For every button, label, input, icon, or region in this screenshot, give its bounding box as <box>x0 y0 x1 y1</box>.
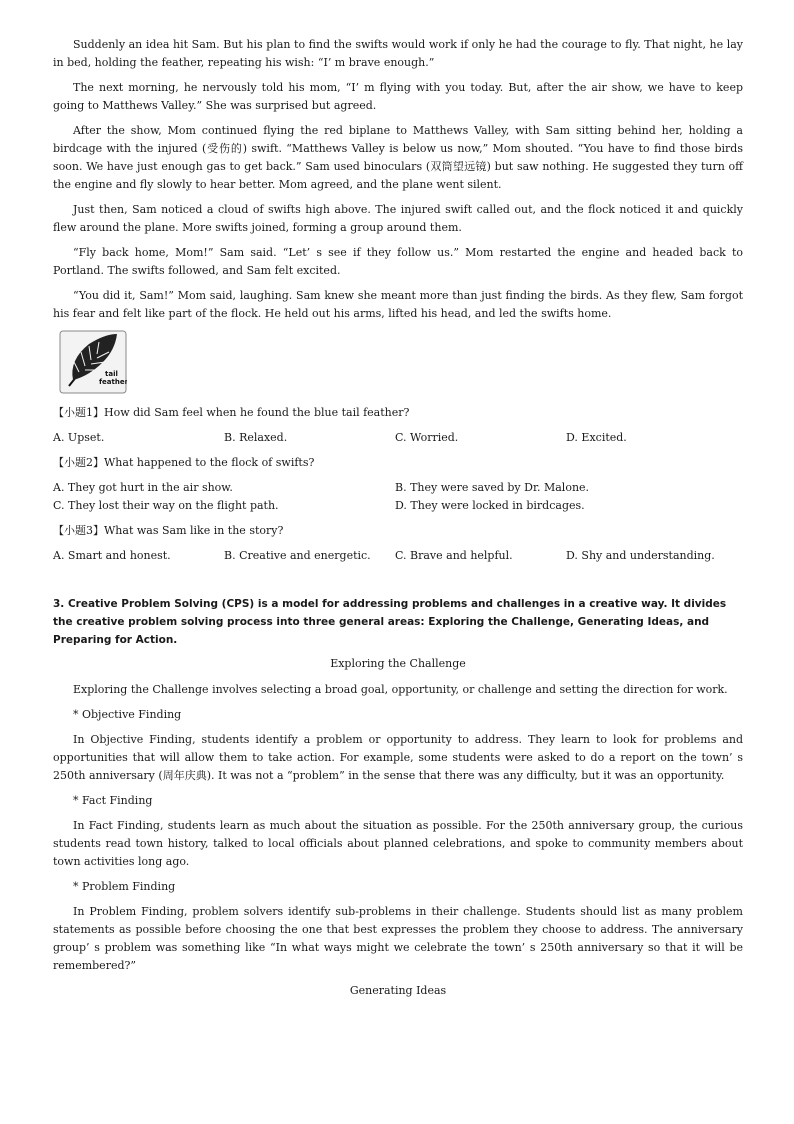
question-3-option-d: D. Shy and understanding. <box>566 549 715 562</box>
section-heading-exploring: Exploring the Challenge <box>330 657 466 670</box>
passage-3-intro: 3. Creative Problem Solving (CPS) is a model for addressing problems and challenges in a creative way. It divides the creative problem solving process into three general areas: Exploring the Challenge, Generating Ideas, and Preparing for Action. <box>53 598 727 646</box>
story-paragraph: Just then, Sam noticed a cloud of swifts high above. The injured swift called out, and the flock noticed it and quickly flew around the plane. More swifts joined, forming a group around them. <box>53 203 743 234</box>
question-2-prompt: 【小题2】What happened to the flock of swifts? <box>53 456 315 469</box>
question-3-option-c: C. Brave and helpful. <box>395 549 513 562</box>
passage-paragraph: In Fact Finding, students learn as much about the situation as possible. For the 250th anniversary group, the curious students read town history, talked to local officials about planned celebrations, and spoke to community members about town activities long ago. <box>53 819 743 868</box>
story-paragraph: The next morning, he nervously told his mom, “I’ m flying with you today. But, after the air show, we have to keep going to Matthews Valley.” She was surprised but agreed. <box>53 81 743 112</box>
question-3-options <box>53 547 743 565</box>
question-2-option-c: C. They lost their way on the flight path. <box>53 499 279 512</box>
question-1-option-a: A. Upset. <box>53 431 105 444</box>
passage-paragraph: In Problem Finding, problem solvers identify sub-problems in their challenge. Students should list as many problem statements as possible before choosing the one that best expresses the problem they choose to address. The anniversary group’ s problem was something like “In what ways might we celebrate the town’ s 250th anniversary so that it will be remembered?” <box>53 905 743 972</box>
question-3-option-b: B. Creative and energetic. <box>224 549 371 562</box>
question-1-prompt: 【小题1】How did Sam feel when he found the blue tail feather? <box>53 406 410 419</box>
story-paragraph: “You did it, Sam!” Mom said, laughing. Sam knew she meant more than just finding the birds. As they flew, Sam forgot his fear and felt like part of the flock. He held out his arms, lifted his head, and led the swifts home. <box>53 289 743 320</box>
section-heading-generating: Generating Ideas <box>349 984 447 997</box>
passage-paragraph: In Objective Finding, students identify a problem or opportunity to address. They learn to look for problems and opportunities that will allow them to take action. For example, some students were asked to do a report on the town’ s 250th anniversary (周年庆典). It was not a “problem” in the sense that there was any difficulty, but it was an opportunity. <box>53 733 743 782</box>
document-page <box>53 36 743 1008</box>
question-3-option-a: A. Smart and honest. <box>53 549 171 562</box>
question-1-option-d: D. Excited. <box>566 431 627 444</box>
question-2-options <box>53 479 743 515</box>
feather-label-tail: tail <box>105 370 118 378</box>
subheading-problem-finding: * Problem Finding <box>73 880 176 893</box>
question-1-options <box>53 429 743 447</box>
question-1-option-c: C. Worried. <box>395 431 459 444</box>
feather-illustration <box>59 330 127 394</box>
story-paragraph: “Fly back home, Mom!” Sam said. “Let’ s see if they follow us.” Mom restarted the engine and headed back to Portland. The swifts followed, and Sam felt excited. <box>53 246 743 277</box>
question-3-prompt: 【小题3】What was Sam like in the story? <box>53 524 284 537</box>
question-2-option-a: A. They got hurt in the air show. <box>53 481 233 494</box>
question-2-option-d: D. They were locked in birdcages. <box>395 499 585 512</box>
question-1-option-b: B. Relaxed. <box>224 431 288 444</box>
subheading-objective-finding: * Objective Finding <box>73 708 182 721</box>
passage-paragraph: Exploring the Challenge involves selecting a broad goal, opportunity, or challenge and setting the direction for work. <box>73 683 728 696</box>
story-paragraph: Suddenly an idea hit Sam. But his plan to find the swifts would work if only he had the courage to fly. That night, he lay in bed, holding the feather, repeating his wish: “I’ m brave enough.” <box>53 38 743 69</box>
subheading-fact-finding: * Fact Finding <box>73 794 153 807</box>
feather-label-feather: feather <box>99 378 127 386</box>
story-paragraph: After the show, Mom continued flying the red biplane to Matthews Valley, with Sam sitting behind her, holding a birdcage with the injured (受伤的) swift. “Matthews Valley is below us now,” Mom shouted. “You have to find those birds soon. We have just enough gas to get back.” Sam used binoculars (双筒望远镜) but saw nothing. He suggested they turn off the engine and fly slowly to hear better. Mom agreed, and the plane went silent. <box>53 124 743 191</box>
question-2-option-b: B. They were saved by Dr. Malone. <box>395 481 590 494</box>
tail-feather-image <box>59 330 127 394</box>
